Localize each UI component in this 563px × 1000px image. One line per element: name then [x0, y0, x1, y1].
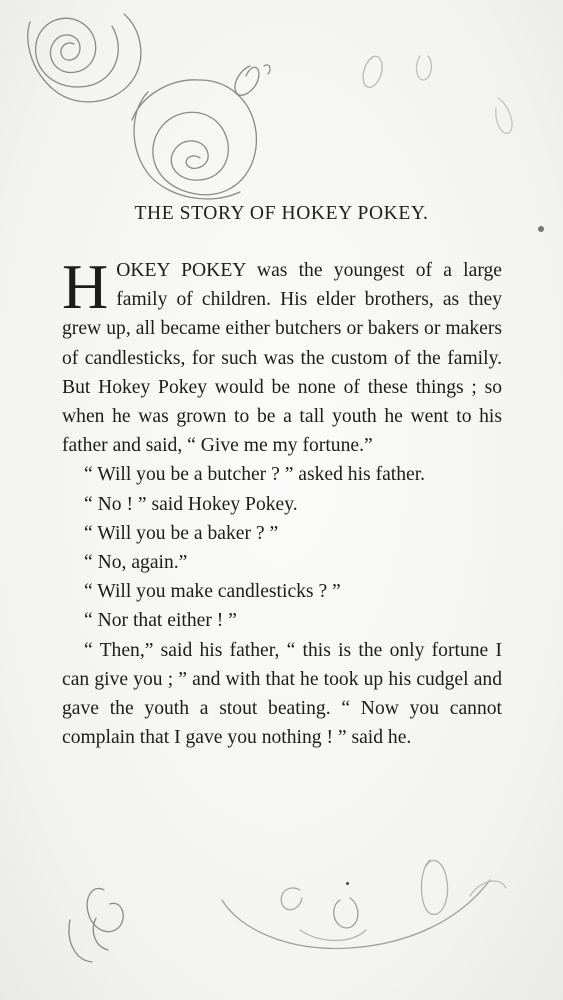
paragraph-dialogue: “ Will you be a baker ? ”	[84, 522, 279, 544]
story-body	[62, 251, 502, 752]
paragraph-dialogue: “ No, again.”	[84, 552, 188, 574]
paragraph-dialogue: “ Nor that either ! ”	[84, 610, 237, 632]
drop-cap: H	[62, 251, 109, 322]
paragraph-opening	[62, 251, 502, 460]
paragraph-dialogue: “ Will you make candlesticks ? ”	[84, 581, 341, 603]
ink-speck	[538, 226, 544, 232]
paragraph-dialogue: “ Will you be a butcher ? ” asked his father.	[84, 464, 426, 486]
page-title: THE STORY OF HOKEY POKEY.	[134, 203, 429, 224]
paragraph-closing: “ Then,” said his father, “ this is the only fortune I can give you ; ” and with that he took up his cudgel and gave the youth a stout beating. “ Now you cannot complain that I gave you nothing ! ” said he.	[62, 639, 502, 749]
paragraph-text: OKEY POKEY was the youngest of a large family of children. His elder brothers, as they grew up, all became either butchers or bakers or makers of candlesticks, for such was the custom of the family. But Hokey Pokey would be none of these things ; so when he was grown to be a tall youth he went to his father and said, “ Give me my fortune.”	[62, 260, 502, 457]
paragraph-dialogue: “ No ! ” said Hokey Pokey.	[84, 493, 298, 515]
ink-speck	[346, 882, 349, 885]
